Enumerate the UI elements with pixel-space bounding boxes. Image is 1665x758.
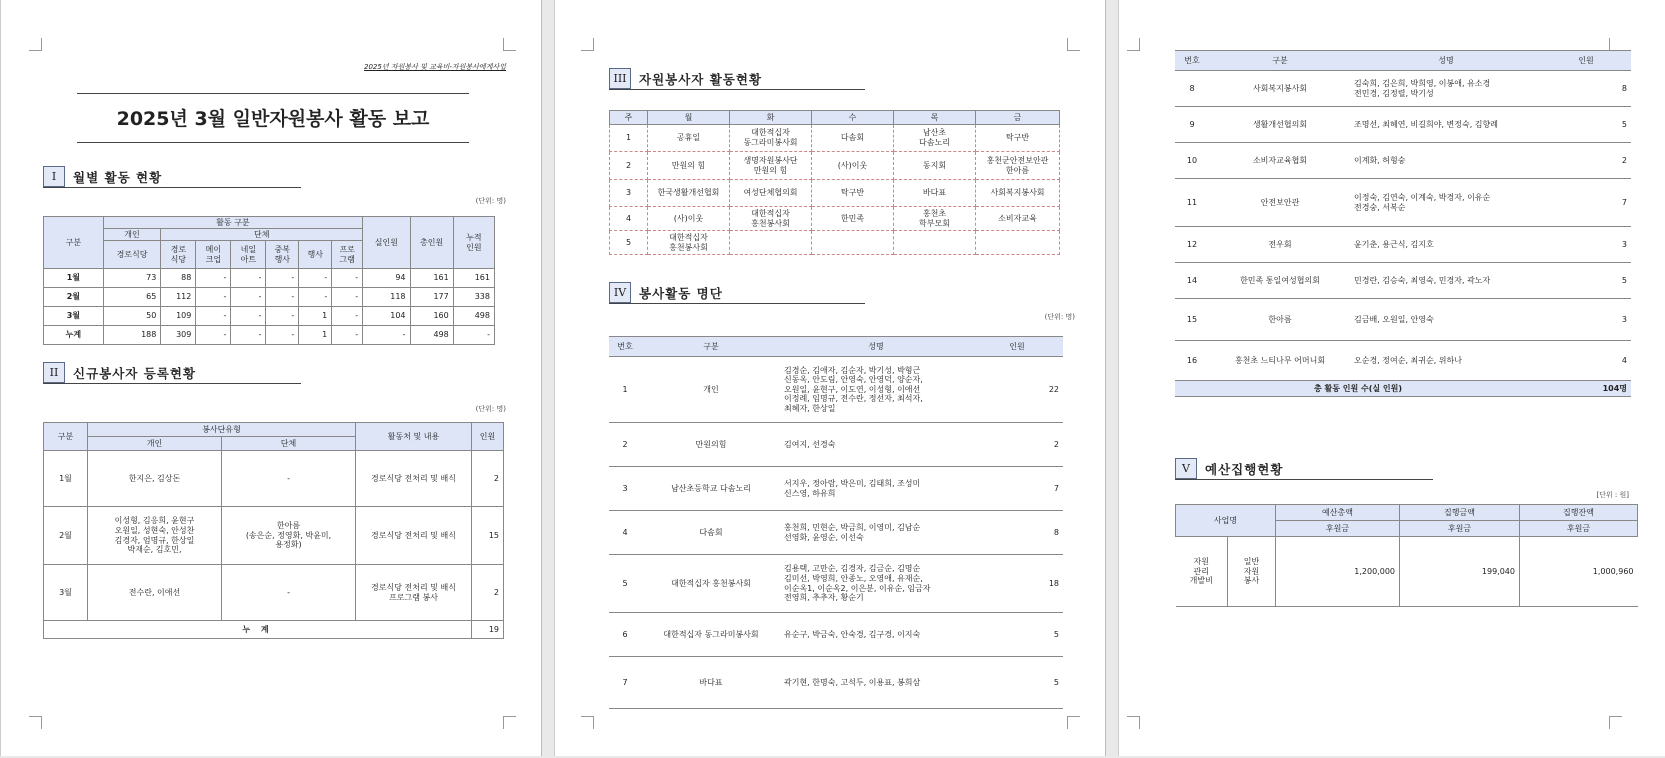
document-title: 2025년 3월 일반자원봉사 활동 보고: [116, 108, 430, 130]
col-header: 후원금: [1400, 521, 1520, 537]
section-title: 봉사활동 명단: [639, 285, 723, 301]
col-header: 경로식당: [103, 241, 161, 269]
col-header: 개인: [88, 437, 222, 451]
total-label: 총 활동 인원 수(실 인원): [1175, 381, 1541, 397]
col-header: 행사: [299, 241, 332, 269]
cell: 65: [103, 288, 161, 307]
col-header: 수: [812, 111, 894, 125]
crop-mark: [503, 716, 516, 729]
col-header: 네일 아트: [231, 241, 266, 269]
col-header: 성명: [1351, 51, 1541, 71]
cell: -: [332, 326, 363, 345]
table-row: [609, 511, 1063, 555]
unit-label: (단위: 명): [475, 197, 506, 205]
cell: 민경란, 김승숙, 최영숙, 민경자, 곽노자: [1351, 263, 1541, 299]
col-header: 주: [610, 111, 648, 125]
col-header: 활동 구분: [103, 217, 362, 229]
cell: 5: [971, 613, 1063, 657]
cell: 4: [610, 207, 648, 231]
cell: 3: [1541, 227, 1631, 263]
cell: 22: [971, 357, 1063, 423]
budget-table: [1175, 504, 1638, 607]
cell: -: [196, 326, 231, 345]
cell: 3월: [44, 565, 88, 621]
page-1: [0, 0, 542, 756]
cell: 김여지, 선경숙: [781, 423, 971, 467]
cell: 8: [971, 511, 1063, 555]
cell: 한아름: [1209, 299, 1351, 341]
cell: 동지회: [894, 152, 976, 180]
crop-mark: [1127, 716, 1140, 729]
cell: 338: [453, 288, 494, 307]
cell: 전우회: [1209, 227, 1351, 263]
cell: 사회복지봉사회: [976, 180, 1060, 207]
cell: 2: [472, 451, 504, 507]
cell: 1: [299, 326, 332, 345]
cell: 오순경, 정여순, 최귀순, 위하나: [1351, 341, 1541, 381]
crop-mark: [503, 38, 516, 51]
col-header: 경로 식당: [161, 241, 196, 269]
cell: 104: [363, 307, 410, 326]
cell: 이정숙, 김연숙, 이계숙, 박경자, 이유순 전경숭, 서복순: [1351, 179, 1541, 227]
cell: 대한적십자 동그라미봉사회: [730, 125, 812, 152]
cell: 3: [610, 180, 648, 207]
cell: 홍천희, 민현순, 박금희, 이영미, 김남순 선영화, 윤영순, 이선숙: [781, 511, 971, 555]
cell: 누계: [44, 326, 104, 345]
table-row: [609, 467, 1063, 511]
cell: 대한적십자 동그라미봉사회: [641, 613, 781, 657]
cell: 김금배, 오원일, 안영숙: [1351, 299, 1541, 341]
table-row: [1175, 227, 1631, 263]
cell: 소비자교육협회: [1209, 143, 1351, 179]
cell: 김용택, 고만순, 김경자, 김금순, 김명순 김미선, 박영희, 안종노, 오영애, 유재순, 이순옥1, 이순옥2, 이은분, 이유순, 임금자 전영희, 추추자, 황순기: [781, 555, 971, 613]
total-row: [1175, 381, 1631, 397]
cell: 498: [453, 307, 494, 326]
cell: [976, 231, 1060, 255]
col-header: 봉사단유형: [88, 423, 356, 437]
weekly-schedule-table: [609, 110, 1060, 255]
section-number: III: [609, 68, 631, 89]
table-row: [609, 357, 1063, 423]
section-title: 신규봉사자 등록현황: [73, 365, 197, 381]
col-header: 구분: [1209, 51, 1351, 71]
cell: 88: [161, 269, 196, 288]
section-number: IV: [609, 282, 631, 303]
cell: 대한적십자 홍천봉사회: [730, 207, 812, 231]
cell: 김경순, 김애자, 김순자, 박기성, 박형근 신동옥, 안도림, 안영숙, 안영덕, 양순자, 오원일, 윤현구, 이도연, 이성형, 이애선 이정례, 임명규, 전수란, 정선자, 최석자, 최혜자, 한상일: [781, 357, 971, 423]
cell: 만원의힘: [641, 423, 781, 467]
table-row: [1175, 107, 1631, 143]
cell: (사)이웃: [648, 207, 730, 231]
crop-mark: [581, 38, 594, 51]
cell: 498: [410, 326, 453, 345]
cell: 곽기현, 한명숙, 고석두, 이용표, 봉희삼: [781, 657, 971, 709]
table-row: [610, 152, 1060, 180]
cell: 7: [1541, 179, 1631, 227]
col-header: 금: [976, 111, 1060, 125]
total-value: 104명: [1541, 381, 1631, 397]
crop-mark: [1127, 38, 1140, 51]
cell: 2: [472, 565, 504, 621]
col-header: 예산총액: [1276, 505, 1400, 521]
cell: -: [266, 307, 299, 326]
cell: -: [196, 307, 231, 326]
table-row: [1175, 299, 1631, 341]
col-header: 집행금액: [1400, 505, 1520, 521]
cell: [812, 231, 894, 255]
col-header: 후원금: [1520, 521, 1638, 537]
cell: 한지은, 김상돈: [88, 451, 222, 507]
cell: 유순구, 박금숙, 안숙경, 김구경, 이지숙: [781, 613, 971, 657]
cell: 만원의 힘: [648, 152, 730, 180]
crop-mark: [581, 716, 594, 729]
cell: -: [231, 288, 266, 307]
cell: 3: [609, 467, 641, 511]
cell: 소비자교육: [976, 207, 1060, 231]
col-header: 총인원: [410, 217, 453, 269]
col-header: 인원: [971, 337, 1063, 357]
col-header: 중복 행사: [266, 241, 299, 269]
cell: 경로식당 전처리 및 배식 프로그램 봉사: [356, 565, 472, 621]
cell: 이계화, 허형숭: [1351, 143, 1541, 179]
cell: 대한적십자 홍천봉사회: [648, 231, 730, 255]
cell: 14: [1175, 263, 1209, 299]
table-row: [610, 180, 1060, 207]
cell: -: [266, 326, 299, 345]
crop-mark: [1609, 716, 1622, 729]
cell: -: [222, 565, 356, 621]
total-row: [44, 326, 495, 345]
cell: 탁구반: [976, 125, 1060, 152]
cell: 1: [299, 307, 332, 326]
new-volunteer-table: [43, 422, 504, 639]
col-header: 메이 크업: [196, 241, 231, 269]
cell: 안전보안관: [1209, 179, 1351, 227]
cell: 1: [610, 125, 648, 152]
unit-label: (단위: 명): [1044, 313, 1075, 321]
cell: 2: [610, 152, 648, 180]
col-header: 인원: [472, 423, 504, 451]
total-row: [44, 621, 504, 639]
cell: 자원 관리 개발비: [1176, 537, 1228, 607]
cell: -: [266, 288, 299, 307]
cell: 10: [1175, 143, 1209, 179]
divider: [77, 142, 469, 143]
cell: 8: [1541, 71, 1631, 107]
cell: 김숙희, 김은희, 박희영, 이봉애, 유소경 전민경, 김정렬, 박기성: [1351, 71, 1541, 107]
table-row: [610, 231, 1060, 255]
cell: 2: [971, 423, 1063, 467]
table-row: [609, 613, 1063, 657]
section-number: II: [43, 362, 65, 383]
table-row: [44, 451, 504, 507]
table-row: [609, 657, 1063, 709]
cell: 생활개선협의회: [1209, 107, 1351, 143]
cell: 5: [1541, 263, 1631, 299]
cell: 경로식당 전처리 및 배식: [356, 451, 472, 507]
cell: 생명자원봉사단 만원의 힘: [730, 152, 812, 180]
cell: 남산초등학교 다솜노리: [641, 467, 781, 511]
header-note: 2025년 자원봉사 및 교육비-자원봉사에게사업: [364, 63, 506, 71]
cell: 199,040: [1400, 537, 1520, 607]
cell: 118: [363, 288, 410, 307]
cell: -: [299, 288, 332, 307]
col-header: 사업명: [1176, 505, 1276, 537]
cell: 윤기춘, 용근식, 김지호: [1351, 227, 1541, 263]
cell: [730, 231, 812, 255]
col-header: 번호: [609, 337, 641, 357]
col-header: 프로 그램: [332, 241, 363, 269]
cell: -: [299, 269, 332, 288]
table-row: [1175, 143, 1631, 179]
cell: 한민족: [812, 207, 894, 231]
cell: -: [196, 269, 231, 288]
cell: 1월: [44, 269, 104, 288]
cell: 개인: [641, 357, 781, 423]
cell: 12: [1175, 227, 1209, 263]
col-header: 번호: [1175, 51, 1209, 71]
volunteer-list-table-b: [1175, 50, 1631, 397]
cell: 한국생활개선협회: [648, 180, 730, 207]
col-header: 단체: [161, 229, 363, 241]
cell: 7: [971, 467, 1063, 511]
cell: 조명선, 최혜연, 비길희야, 변정숙, 김향례: [1351, 107, 1541, 143]
cell: 2: [1541, 143, 1631, 179]
cell: 5: [971, 657, 1063, 709]
cell: 15: [472, 507, 504, 565]
cell: 다솜회: [812, 125, 894, 152]
cell: 112: [161, 288, 196, 307]
unit-label: [단위 : 원]: [1596, 491, 1629, 499]
cell: 남산초 다솜노리: [894, 125, 976, 152]
col-header: 단체: [222, 437, 356, 451]
cell: 5: [609, 555, 641, 613]
section-1-heading: [43, 166, 301, 188]
cell: 경로식당 전처리 및 배식: [356, 507, 472, 565]
col-header: 구분: [44, 217, 104, 269]
col-header: 실인원: [363, 217, 410, 269]
cell: 전수란, 이애선: [88, 565, 222, 621]
table-row: [44, 507, 504, 565]
cell: 서지우, 정아람, 박은미, 김태희, 조성미 신스영, 하유희: [781, 467, 971, 511]
cell: 50: [103, 307, 161, 326]
table-row: [1175, 341, 1631, 381]
volunteer-list-table-a: [609, 336, 1063, 709]
cell: -: [231, 269, 266, 288]
cell: 다솜회: [641, 511, 781, 555]
cell: 188: [103, 326, 161, 345]
cell: 이성형, 김응희, 윤현구 오원일, 성현숙, 안성찬 김경자, 엄명규, 한상일 박재순, 김호민,: [88, 507, 222, 565]
table-row: [1175, 179, 1631, 227]
col-header: 구분: [44, 423, 88, 451]
section-number: V: [1175, 458, 1197, 479]
section-title: 자원봉사자 활동현황: [639, 71, 763, 87]
col-header: 활동처 및 내용: [356, 423, 472, 451]
page-2: [554, 0, 1106, 756]
cell: (사)이웃: [812, 152, 894, 180]
col-header: 집행잔액: [1520, 505, 1638, 521]
cell: 바다표: [894, 180, 976, 207]
cell: 4: [1541, 341, 1631, 381]
cell: 6: [609, 613, 641, 657]
crop-mark: [29, 38, 42, 51]
crop-mark: [29, 716, 42, 729]
cell: -: [332, 307, 363, 326]
cell: 177: [410, 288, 453, 307]
cell: 161: [410, 269, 453, 288]
cell: 1: [609, 357, 641, 423]
cell: 1월: [44, 451, 88, 507]
col-header: 구분: [641, 337, 781, 357]
section-2-heading: [43, 362, 301, 384]
cell: 8: [1175, 71, 1209, 107]
cell: -: [222, 451, 356, 507]
cell: 161: [453, 269, 494, 288]
table-row: [1176, 537, 1638, 607]
col-header: 성명: [781, 337, 971, 357]
cell: 7: [609, 657, 641, 709]
cell: -: [453, 326, 494, 345]
cell: -: [363, 326, 410, 345]
cell: 사회복지봉사회: [1209, 71, 1351, 107]
section-5-heading: [1175, 458, 1433, 480]
page-3: [1118, 0, 1665, 756]
cell: 94: [363, 269, 410, 288]
cell: 홍천군안전보안관 한아름: [976, 152, 1060, 180]
table-row: [1175, 71, 1631, 107]
col-header: 후원금: [1276, 521, 1400, 537]
cell: 15: [1175, 299, 1209, 341]
col-header: 화: [730, 111, 812, 125]
crop-mark: [1067, 38, 1080, 51]
total-value: 19: [472, 621, 504, 639]
col-header: 목: [894, 111, 976, 125]
table-row: [1175, 263, 1631, 299]
section-title: 월별 활동 현황: [73, 169, 163, 185]
table-row: [44, 307, 495, 326]
cell: 2월: [44, 288, 104, 307]
cell: -: [332, 288, 363, 307]
cell: 2: [609, 423, 641, 467]
cell: 9: [1175, 107, 1209, 143]
table-row: [609, 423, 1063, 467]
table-row: [44, 269, 495, 288]
cell: 309: [161, 326, 196, 345]
col-header: 누적 인원: [453, 217, 494, 269]
cell: [894, 231, 976, 255]
cell: 16: [1175, 341, 1209, 381]
cell: 18: [971, 555, 1063, 613]
cell: 5: [610, 231, 648, 255]
table-row: [44, 288, 495, 307]
cell: 4: [609, 511, 641, 555]
cell: 160: [410, 307, 453, 326]
cell: 한아름 (송은순, 정영화, 박윤미, 용정화): [222, 507, 356, 565]
cell: 홍천초 학부모회: [894, 207, 976, 231]
divider: [77, 93, 469, 94]
cell: -: [332, 269, 363, 288]
cell: 5: [1541, 107, 1631, 143]
table-row: [44, 565, 504, 621]
cell: -: [231, 326, 266, 345]
cell: 한민족 통일여성협의회: [1209, 263, 1351, 299]
cell: 공휴일: [648, 125, 730, 152]
cell: 홍천초 느티나무 어머니회: [1209, 341, 1351, 381]
section-title: 예산집행현황: [1205, 461, 1284, 477]
table-row: [609, 555, 1063, 613]
col-header: 월: [648, 111, 730, 125]
cell: -: [196, 288, 231, 307]
unit-label: (단위: 명): [475, 405, 506, 413]
table-row: [610, 125, 1060, 152]
crop-mark: [1067, 716, 1080, 729]
cell: 대한적십자 홍천봉사회: [641, 555, 781, 613]
section-number: I: [43, 166, 65, 187]
section-3-heading: [609, 68, 865, 90]
cell: 3: [1541, 299, 1631, 341]
cell: 11: [1175, 179, 1209, 227]
cell: 일반 자원 봉사: [1228, 537, 1276, 607]
cell: 탁구반: [812, 180, 894, 207]
monthly-activity-table: [43, 216, 495, 345]
cell: 바다표: [641, 657, 781, 709]
cell: 2월: [44, 507, 88, 565]
table-row: [610, 207, 1060, 231]
total-label: 누 계: [44, 621, 472, 639]
cell: 1,200,000: [1276, 537, 1400, 607]
section-4-heading: [609, 282, 865, 304]
cell: 109: [161, 307, 196, 326]
cell: 여성단체협의회: [730, 180, 812, 207]
cell: 3월: [44, 307, 104, 326]
cell: 1,000,960: [1520, 537, 1638, 607]
cell: 73: [103, 269, 161, 288]
col-header: 개인: [103, 229, 161, 241]
cell: -: [231, 307, 266, 326]
col-header: 인원: [1541, 51, 1631, 71]
cell: -: [266, 269, 299, 288]
